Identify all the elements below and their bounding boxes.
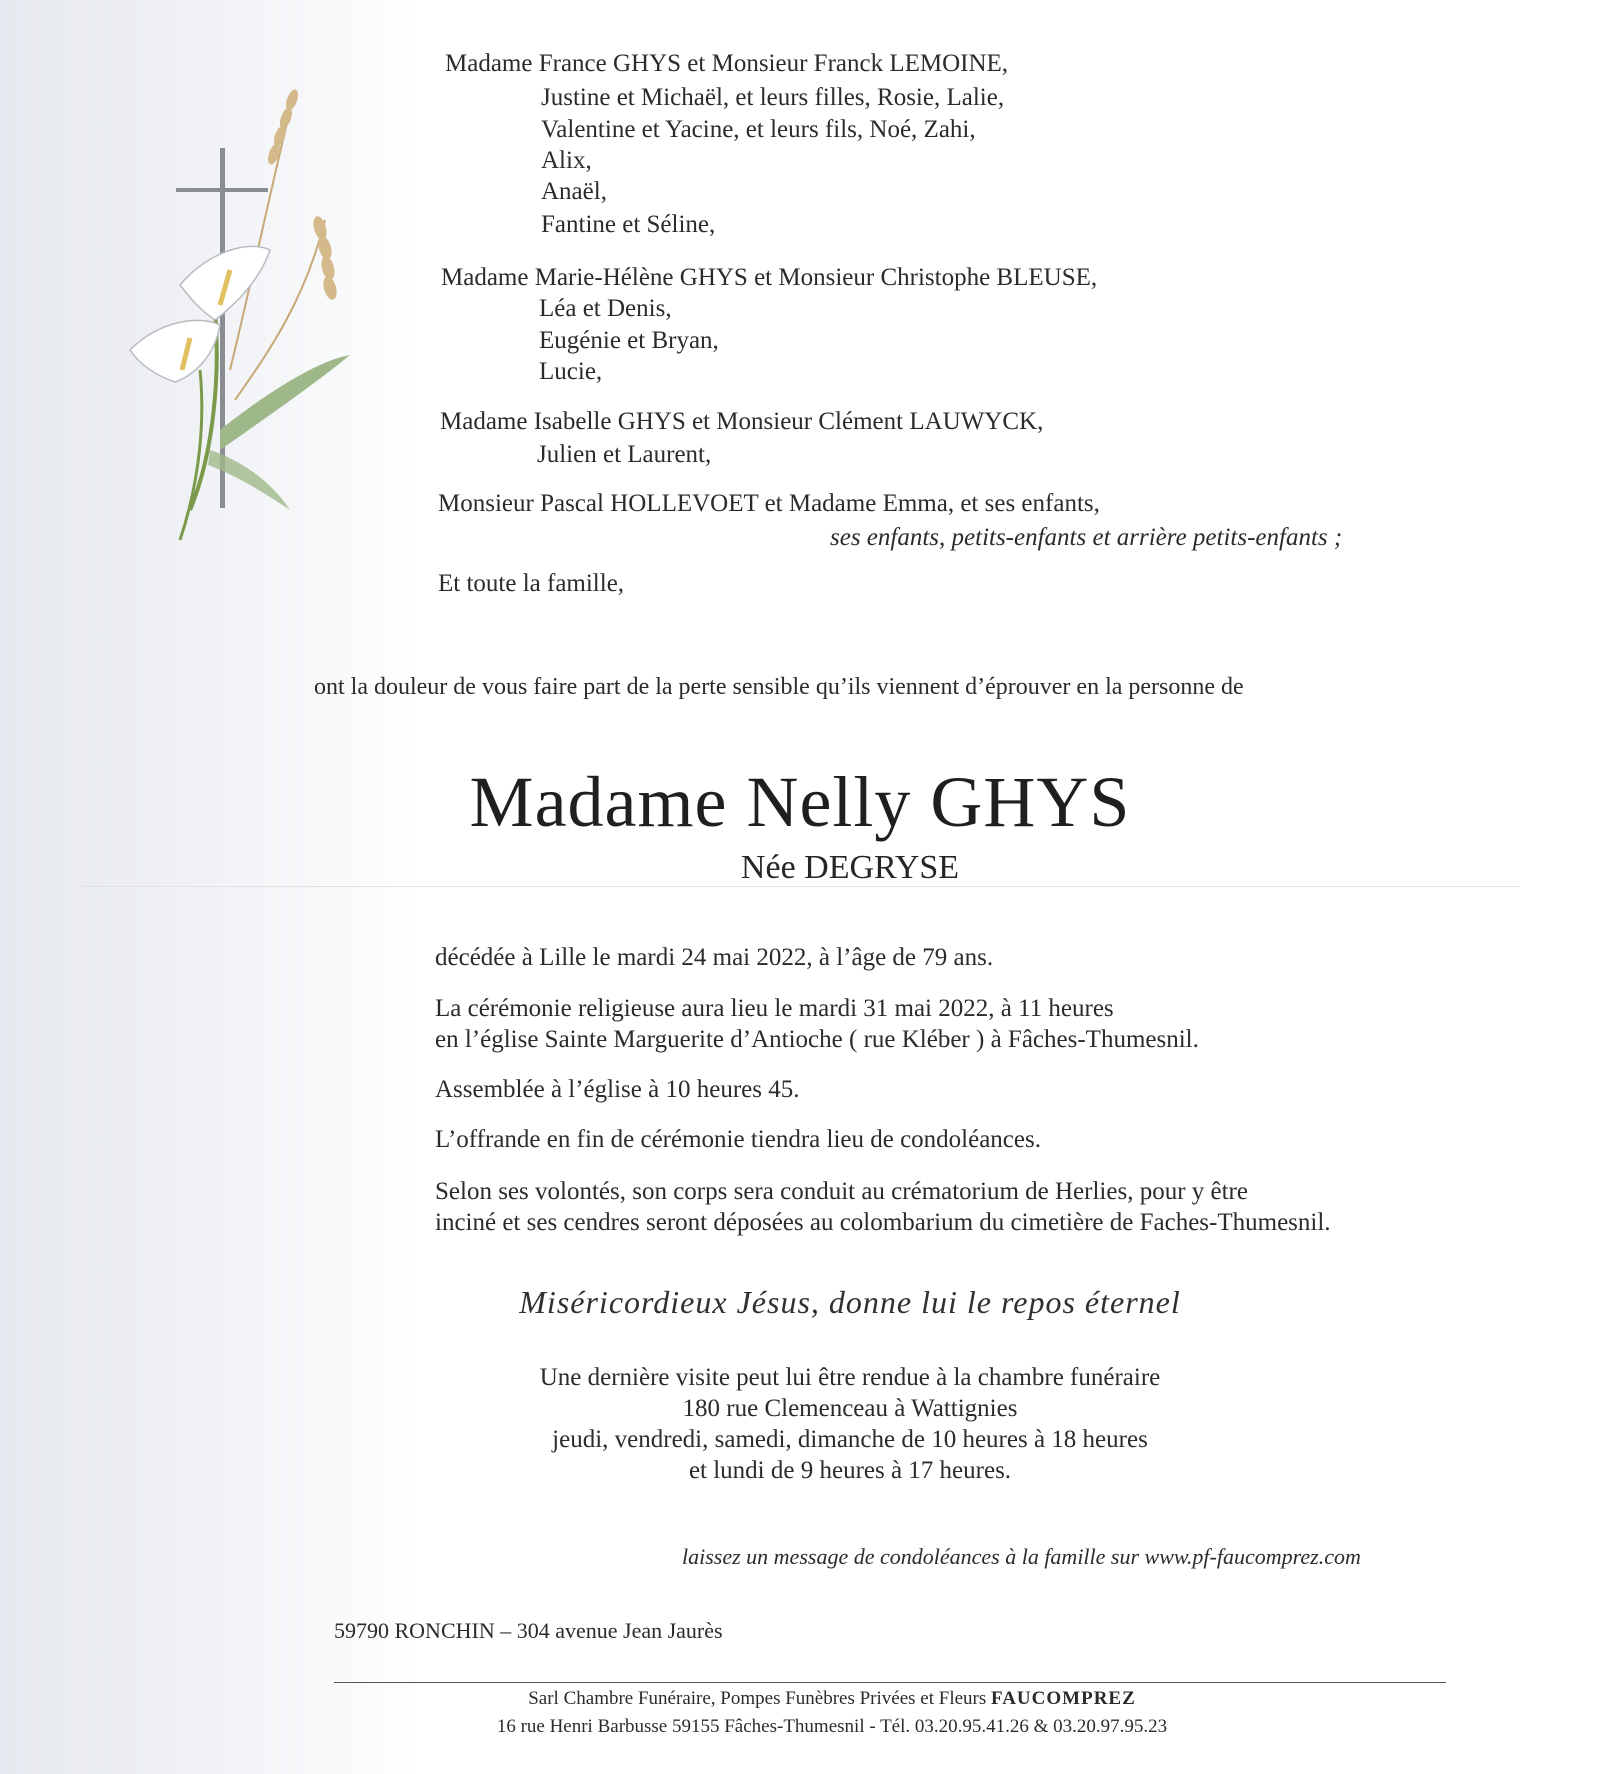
deceased-name: Madame Nelly GHYS: [469, 762, 1131, 842]
family-group2-head: Madame Marie-Hélène GHYS et Monsieur Christophe BLEUSE,: [441, 264, 1098, 291]
footer-company-brand: FAUCOMPREZ: [991, 1688, 1136, 1709]
assembly-details: Assemblée à l’église à 10 heures 45.: [435, 1076, 800, 1103]
family-group3-member: Julien et Laurent,: [537, 441, 712, 468]
family-descendants: ses enfants, petits-enfants et arrière petits-enfants ;: [830, 524, 1343, 551]
ceremony-line-2: en l’église Sainte Marguerite d’Antioche ( rue Kléber ) à Fâches-Thumesnil.: [435, 1026, 1199, 1053]
visit-line-4: et lundi de 9 heures à 17 heures.: [688, 1457, 1012, 1484]
announcement-text: ont la douleur de vous faire part de la perte sensible qu’ils viennent d’éprouver en la personne de: [314, 674, 1244, 700]
cross-lily-wheat-icon: [120, 70, 410, 610]
footer-contact: 16 rue Henri Barbusse 59155 Fâches-Thumesnil - Tél. 03.20.95.41.26 & 03.20.97.95.23: [496, 1716, 1168, 1737]
visit-line-2: 180 rue Clemenceau à Wattignies: [682, 1395, 1018, 1422]
family-group1-head: Madame France GHYS et Monsieur Franck LEMOINE,: [445, 50, 1009, 77]
family-rest: Et toute la famille,: [438, 570, 625, 597]
family-group1-member: Fantine et Séline,: [541, 211, 716, 238]
footer-company: [0, 1686, 1600, 1712]
family-group1-member: Valentine et Yacine, et leurs fils, Noé, Zahi,: [541, 116, 976, 143]
prayer-text: Miséricordieux Jésus, donne lui le repos éternel: [519, 1284, 1181, 1320]
footer-company-prefix: Sarl Chambre Funéraire, Pompes Funèbres Privées et Fleurs: [528, 1688, 987, 1709]
family-group2-member: Lucie,: [539, 358, 603, 385]
footer-rule: [334, 1682, 1446, 1683]
family-group1-member: Justine et Michaël, et leurs filles, Rosie, Lalie,: [541, 84, 1005, 111]
ceremony-line-1: La cérémonie religieuse aura lieu le mardi 31 mai 2022, à 11 heures: [435, 995, 1114, 1022]
offering-details: L’offrande en fin de cérémonie tiendra lieu de condoléances.: [435, 1126, 1041, 1153]
death-details: décédée à Lille le mardi 24 mai 2022, à l’âge de 79 ans.: [435, 944, 994, 971]
family-group1-member: Alix,: [541, 147, 592, 174]
branch-address: 59790 RONCHIN – 304 avenue Jean Jaurès: [334, 1618, 723, 1643]
wishes-line-2: inciné et ses cendres seront déposées au colombarium du cimetière de Faches-Thumesnil.: [435, 1209, 1331, 1236]
wishes-line-1: Selon ses volontés, son corps sera conduit au crématorium de Herlies, pour y être: [435, 1178, 1248, 1205]
visit-line-3: jeudi, vendredi, samedi, dimanche de 10 heures à 18 heures: [552, 1426, 1148, 1453]
visit-line-1: Une dernière visite peut lui être rendue à la chambre funéraire: [539, 1364, 1161, 1391]
deceased-maiden-name: Née DEGRYSE: [740, 849, 960, 886]
family-group3-head: Madame Isabelle GHYS et Monsieur Clément LAUWYCK,: [440, 408, 1044, 435]
family-group1-member: Anaël,: [541, 178, 607, 205]
family-group4-head: Monsieur Pascal HOLLEVOET et Madame Emma, et ses enfants,: [438, 490, 1100, 517]
condolences-message: laissez un message de condoléances à la famille sur www.pf-faucomprez.com: [682, 1544, 1361, 1569]
family-group2-member: Eugénie et Bryan,: [539, 327, 719, 354]
family-group2-member: Léa et Denis,: [539, 295, 672, 322]
